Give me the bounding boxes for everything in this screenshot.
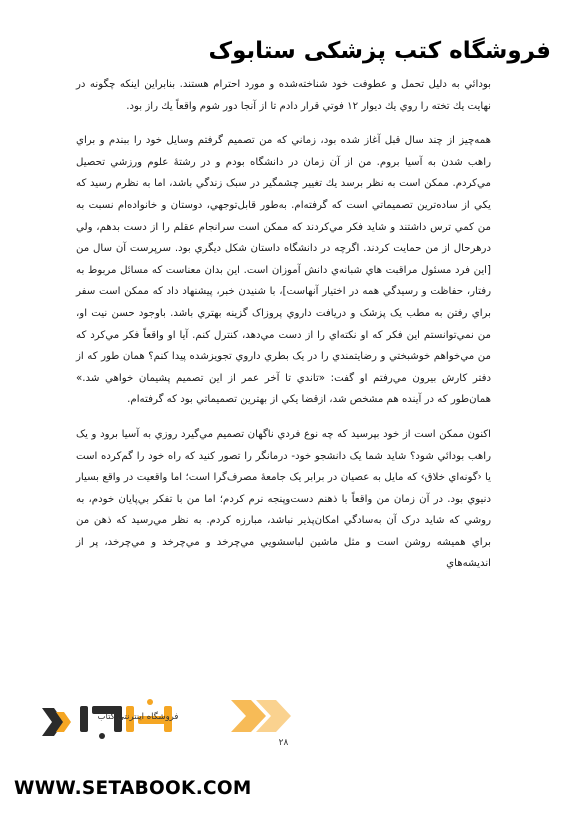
- paragraph-1: بودائي به دليل تحمل و عطوفت خود شناخته‌شده و مورد احترام هستند. بنابراين اينكه چگونه در نهايت يك تخته را روي يك ديوار ۱۲ فوتي قرار دادم تا از آنجا دور شوم واقعاً يك راز بود.: [76, 79, 491, 112]
- body-text: [76, 74, 491, 588]
- website-url[interactable]: WWW.SETABOOK.COM: [14, 778, 252, 799]
- logo-tagline: فروشگاه اینترنتی کتاب: [97, 712, 179, 722]
- chevron-arrows-icon: [226, 696, 306, 736]
- paragraph-2: همه‌چيز از چند سال قبل آغاز شده بود، زماني كه من تصميم گرفتم وسايل خود را ببندم و براي راهب شدن به آسيا بروم. من از آن زمان در دانشگاه بودم و در رشتهٔ علوم ورزشي تحصيل مي‌كردم. ممكن است به نظر برسد يك تغيير چشمگير در سبک زندگي باشد، اما به نظرم رسيد كه يكي از ساده‌ترين تصميماتي است كه گرفته‌ام. به‌طور قابل‌توجهي، دوستان و خانواده‌ام نسبت به من كمي ترس داشتند و شايد فكر مي‌كردند كه ممكن است سرانجام عقلم را از دست بدهم، ولي درهرحال از من حمايت كردند. اگرچه در دانشگاه داستان شكل ديگري بود. سرپرست آن سال من [اين فرد مسئول مراقبت هاي شبانه‌ي دانش آموزان است. اين بدان معناست كه مسائل مربوط به رفتار، حفاظت و رسيدگي همه در اختيار آنهاست]، با شنيدن خبر، پيشنهاد داد كه ممكن است سفر براي رفتن به مطب يک پزشک و دريافت داروي پروزاک گزينه بهتري باشد. باوجود حسن نيت او، من نمي‌توانستم اين فكر كه او نكته‌اي را از دست مي‌دهد، كنترل كنم. آيا او واقعاً فكر مي‌كرد كه من مي‌خواهم خوشبختي و رضايتمندي را در يک بطري داروي تجويزشده پيدا كنم؟ همان طور كه از دفتر كارش بيرون مي‌رفتم او گفت: «تاندي تا آخر عمر از اين تصميم پشيمان خواهي شد.» همان‌طور كه در آينده هم مشخص شد، ازقضا يكي از بهترين تصميماتي بود كه گرفته‌ام.: [76, 135, 491, 406]
- page-title: فروشگاه کتب پزشکی ستابوک: [208, 38, 551, 64]
- paragraph-3: اكنون ممكن است از خود بپرسيد كه چه نوع فردي ناگهان تصميم مي‌گيرد روزي به آسيا برود و يک راهب بودائي شود؟ شايد شما يک دانشجو خود- درمانگر را تصور كنيد كه راه خود را گم‌كرده است يا ‹گونه‌اي خلاق› كه مايل به عصيان در برابر يک جامعهٔ مصرف‌گرا است؛ اما واقعيت در واقع بسيار دنيوي بود. در آن زمان من واقعاً با ذهنم دست‌وپنجه نرم كردم؛ اما من با تفكر بي‌پايان خودم، به روشي كه شايد درک آن به‌سادگي امكان‌پذير نباشد، مبارزه كردم. به نظر مي‌رسيد كه ذهن من براي هميشه روشن است و مثل ماشين لباسشويي مي‌چرخد و مي‌چرخد و مي‌چرخد، پر از انديشه‌هاي: [76, 428, 491, 570]
- page-number: ۲۸: [278, 738, 289, 748]
